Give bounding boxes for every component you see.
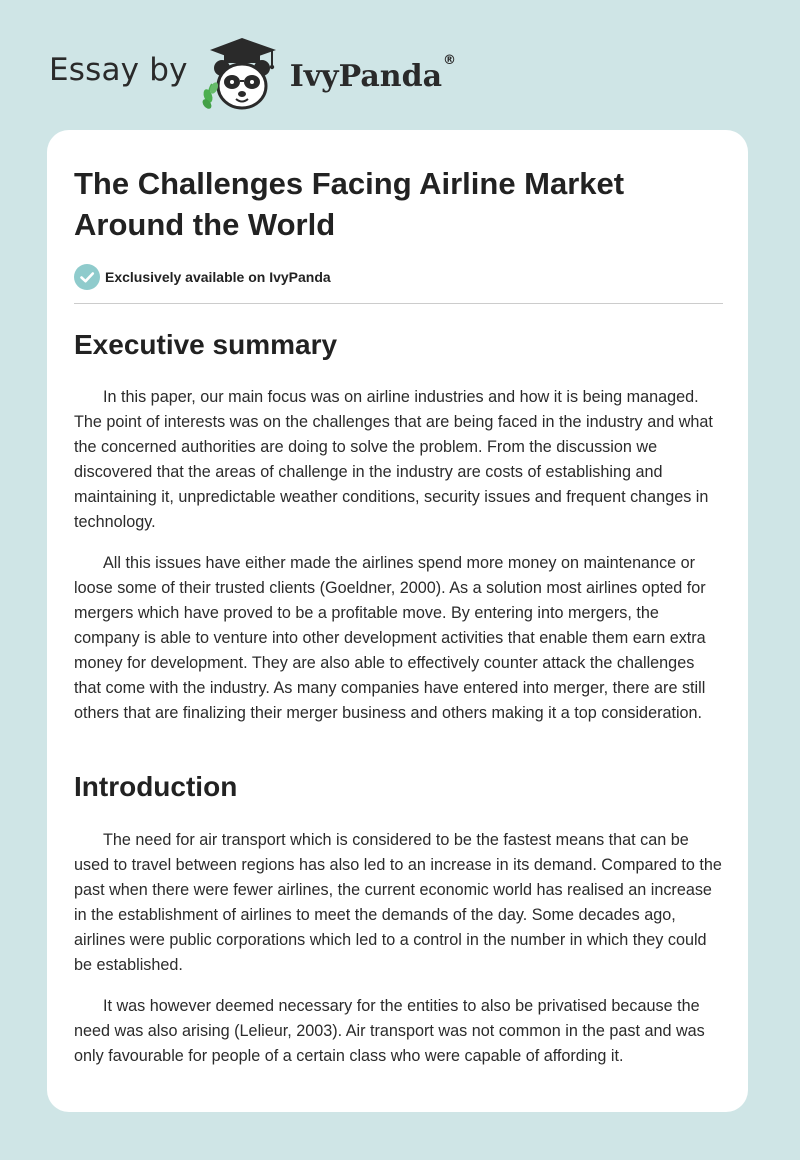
panda-mascot-icon [200,36,284,112]
exclusive-badge [74,264,331,290]
paragraph: In this paper, our main focus was on airline industries and how it is being managed. The point of interests was on the challenges that are being faced in the industry and what the concerned authorities are doing to solve the problem. From the discussion we discovered that the areas of challenge in the industry are costs of establishing and maintaining it, unpredictable weather conditions, security issues and frequent changes in technology. [74,388,713,531]
check-circle-icon [74,264,100,290]
essay-card [47,130,748,1112]
brand-name: IvyPanda [289,58,443,94]
title-divider [74,303,723,304]
paragraph: All this issues have either made the airlines spend more money on maintenance or loose some of their trusted clients (Goeldner, 2000). As a solution most airlines opted for mergers which have proved to be a profitable move. By entering into mergers, the company is able to venture into other development activities that enable them earn extra money for development. They are also able to effectively counter attack the challenges that come with the industry. As many companies have entered into merger, there are still others that are finalizing their merger business and others making it a top consideration. [74,554,706,722]
section-heading-introduction: Introduction [74,771,238,802]
brand-prefix: Essay by [49,52,188,88]
paragraph: It was however deemed necessary for the entities to also be privatised because the need was also arising (Lelieur, 2003). Air transport was not common in the past and was only favourable for people of a certain class who were capable of affording it. [74,997,705,1065]
essay-title: The Challenges Facing Airline Market Around the World [74,166,625,242]
essay-by-ivypanda-logo[interactable] [49,36,456,112]
registered-mark: ® [443,52,457,68]
paragraph: The need for air transport which is considered to be the fastest means that can be used to travel between regions has also led to an increase in its demand. Compared to the past when there were fewer airlines, the current economic world has realised an increase in the establishment of airlines to meet the demands of the day. Some decades ago, airlines were public corporations which led to a control in the number in which they could be established. [74,831,722,974]
section-heading-executive-summary: Executive summary [74,329,338,360]
exclusive-label: Exclusively available on IvyPanda [105,269,331,285]
